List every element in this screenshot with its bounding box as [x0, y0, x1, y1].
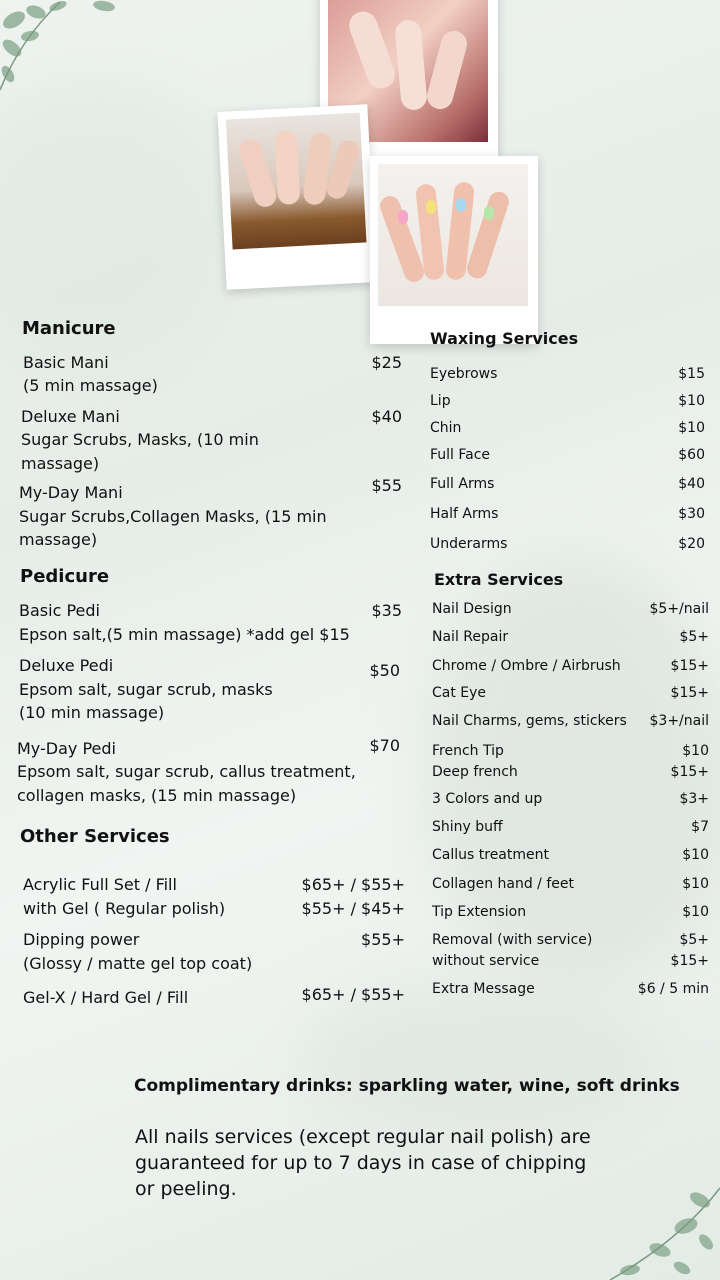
extra-service-price: $3+ — [679, 791, 709, 807]
extra-service-name: Shiny buff — [432, 819, 503, 835]
waxing-item-name: Full Face — [430, 447, 491, 463]
waxing-item-name: Half Arms — [430, 506, 499, 522]
service-description: Sugar Scrubs,Collagen Masks, (15 min — [19, 507, 327, 526]
extra-service-name: without service — [432, 953, 540, 969]
service-name: Deluxe Pedi — [19, 656, 114, 675]
service-description: Epsom salt, sugar scrub, callus treatment, — [17, 762, 356, 781]
eucalyptus-leaf-icon — [0, 0, 130, 100]
waxing-item-name: Underarms — [430, 536, 508, 552]
extra-service-name: Removal (with service) — [432, 932, 593, 948]
other-services-heading: Other Services — [20, 826, 170, 847]
service-price: $55+ / $45+ — [301, 899, 405, 918]
service-description: collagen masks, (15 min massage) — [17, 786, 297, 805]
extra-service-name: Extra Message — [432, 981, 535, 997]
pedicure-heading: Pedicure — [20, 566, 110, 587]
service-price: $55 — [371, 476, 402, 495]
waxing-item-name: Chin — [430, 420, 462, 436]
extra-services-heading: Extra Services — [434, 570, 564, 589]
waxing-item-price: $20 — [678, 536, 705, 552]
extra-service-price: $5+ — [679, 932, 709, 948]
service-name: Deluxe Mani — [21, 407, 120, 426]
extra-service-name: Deep french — [432, 764, 518, 780]
guarantee-note: guaranteed for up to 7 days in case of chipping — [135, 1152, 587, 1174]
extra-service-name: Collagen hand / feet — [432, 876, 574, 892]
service-price: $40 — [371, 407, 402, 426]
waxing-item-name: Lip — [430, 393, 451, 409]
waxing-item-price: $60 — [678, 447, 705, 463]
extra-service-price: $15+ — [670, 764, 709, 780]
guarantee-note: or peeling. — [135, 1178, 237, 1200]
extra-service-price: $7 — [691, 819, 709, 835]
extra-service-name: Chrome / Ombre / Airbrush — [432, 658, 621, 674]
extra-service-name: Nail Charms, gems, stickers — [432, 713, 627, 729]
service-price: $65+ / $55+ — [301, 985, 405, 1004]
eucalyptus-leaf-icon — [590, 1180, 720, 1280]
service-name: Dipping power — [23, 930, 140, 949]
extra-service-price: $3+/nail — [649, 713, 709, 729]
extra-service-name: Tip Extension — [432, 904, 527, 920]
service-description: Sugar Scrubs, Masks, (10 min — [21, 430, 259, 449]
extra-service-price: $10 — [682, 847, 709, 863]
extra-service-price: $10 — [682, 904, 709, 920]
extra-service-price: $10 — [682, 743, 709, 759]
extra-service-name: Cat Eye — [432, 685, 487, 701]
extra-service-name: 3 Colors and up — [432, 791, 543, 807]
waxing-services-heading: Waxing Services — [430, 329, 579, 348]
extra-service-price: $15+ — [670, 658, 709, 674]
service-description: (Glossy / matte gel top coat) — [23, 954, 253, 973]
service-price: $35 — [371, 601, 402, 620]
extra-service-price: $5+/nail — [649, 601, 709, 617]
service-price: $25 — [371, 353, 402, 372]
extra-service-name: Nail Design — [432, 601, 512, 617]
nail-photo — [370, 156, 538, 344]
service-description: massage) — [19, 530, 98, 549]
service-description: (10 min massage) — [19, 703, 165, 722]
service-name: Acrylic Full Set / Fill — [23, 875, 177, 894]
extra-service-name: French Tip — [432, 743, 504, 759]
extra-service-price: $10 — [682, 876, 709, 892]
waxing-item-price: $15 — [678, 366, 705, 382]
waxing-item-price: $40 — [678, 476, 705, 492]
extra-service-name: Callus treatment — [432, 847, 549, 863]
service-price: $55+ — [361, 930, 405, 949]
extra-service-name: Nail Repair — [432, 629, 509, 645]
waxing-item-price: $10 — [678, 393, 705, 409]
service-description: with Gel ( Regular polish) — [23, 899, 226, 918]
extra-service-price: $6 / 5 min — [637, 981, 709, 997]
service-description: Epson salt,(5 min massage) *add gel $15 — [19, 625, 350, 644]
extra-service-price: $15+ — [670, 685, 709, 701]
nail-photo — [217, 104, 376, 290]
waxing-item-name: Eyebrows — [430, 366, 498, 382]
waxing-item-price: $30 — [678, 506, 705, 522]
service-description: (5 min massage) — [23, 376, 158, 395]
service-description: Epsom salt, sugar scrub, masks — [19, 680, 273, 699]
waxing-item-price: $10 — [678, 420, 705, 436]
service-price: $70 — [369, 736, 400, 755]
service-name: Basic Pedi — [19, 601, 100, 620]
service-description: massage) — [21, 454, 100, 473]
drinks-note: Complimentary drinks: sparkling water, wine, soft drinks — [134, 1076, 680, 1096]
service-name: Basic Mani — [23, 353, 109, 372]
service-name: My-Day Pedi — [17, 739, 116, 758]
waxing-item-name: Full Arms — [430, 476, 495, 492]
extra-service-price: $5+ — [679, 629, 709, 645]
extra-service-price: $15+ — [670, 953, 709, 969]
service-price: $65+ / $55+ — [301, 875, 405, 894]
guarantee-note: All nails services (except regular nail polish) are — [135, 1126, 591, 1148]
service-name: Gel-X / Hard Gel / Fill — [23, 988, 189, 1007]
service-price: $50 — [369, 661, 400, 680]
service-name: My-Day Mani — [19, 483, 123, 502]
manicure-heading: Manicure — [22, 318, 116, 339]
